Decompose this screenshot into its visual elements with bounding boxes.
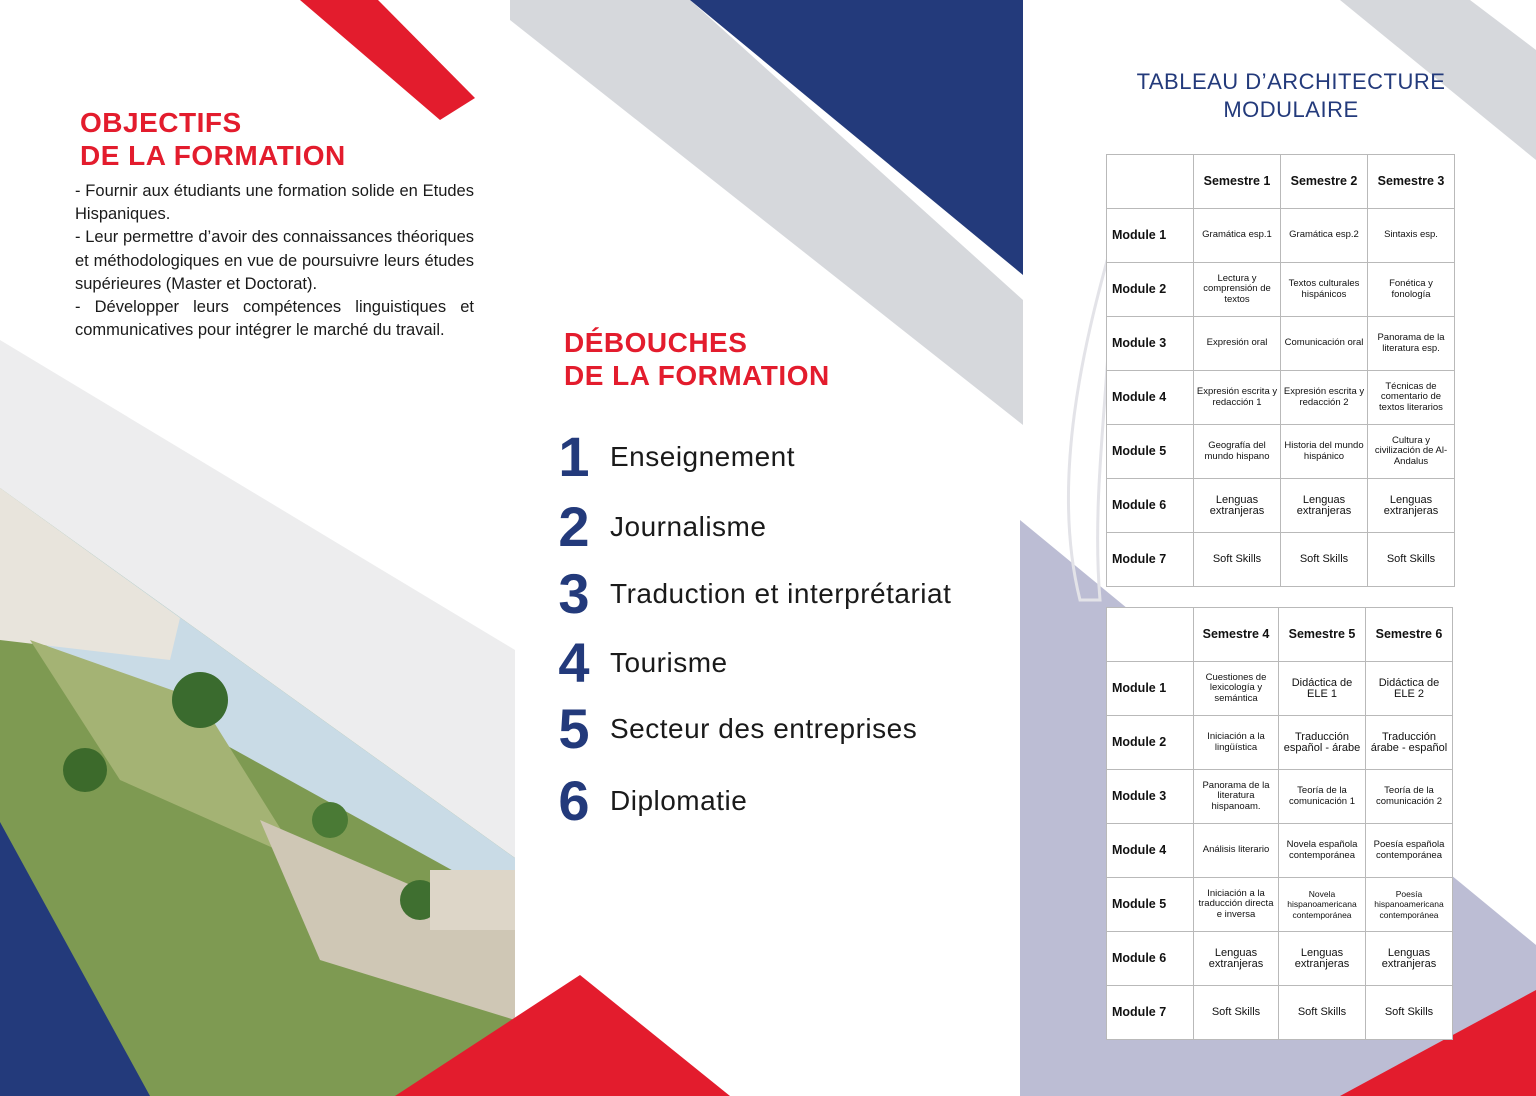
table-cell: Poesía española contemporánea [1366, 824, 1453, 878]
table-row [1107, 716, 1453, 770]
table-row [1107, 824, 1453, 878]
debouche-number: 3 [558, 562, 590, 625]
table-cell: Didáctica de ELE 2 [1366, 662, 1453, 716]
table-cell: Lenguas extranjeras [1368, 479, 1455, 533]
debouche-label: Journalisme [610, 511, 767, 542]
table-cell: Didáctica de ELE 1 [1279, 662, 1366, 716]
table-cell: Soft Skills [1194, 986, 1279, 1040]
table-cell: Lenguas extranjeras [1194, 932, 1279, 986]
table-cell: Cuestiones de lexicología y semántica [1194, 662, 1279, 716]
row-header: Module 6 [1107, 932, 1194, 986]
debouches-title-line1: DÉBOUCHES [564, 327, 748, 358]
debouche-label: Enseignement [610, 441, 796, 472]
table-cell: Iniciación a la lingüística [1194, 716, 1279, 770]
debouche-number: 4 [558, 631, 590, 694]
table-cell: Gramática esp.1 [1194, 209, 1281, 263]
table-cell: Expresión escrita y redacción 2 [1281, 371, 1368, 425]
debouches-title-line2: DE LA FORMATION [564, 360, 830, 391]
objectifs-title-line2: DE LA FORMATION [80, 140, 346, 171]
table-cell: Lenguas extranjeras [1366, 932, 1453, 986]
row-header: Module 5 [1107, 878, 1194, 932]
objectifs-paragraph: - Leur permettre d’avoir des connaissances théoriques et méthodologiques en vue de poursuivre leurs études supérieures (Master et Doctorat). [75, 228, 474, 293]
row-header: Module 3 [1107, 770, 1194, 824]
module-table-semestres-4-6 [1106, 607, 1453, 1040]
row-header: Module 3 [1107, 317, 1194, 371]
table-cell: Soft Skills [1366, 986, 1453, 1040]
table-row [1107, 425, 1455, 479]
table-cell: Soft Skills [1279, 986, 1366, 1040]
table-cell: Geografía del mundo hispano [1194, 425, 1281, 479]
table-row [1107, 371, 1455, 425]
table-cell: Expresión oral [1194, 317, 1281, 371]
tableau-title [1110, 68, 1472, 124]
table-cell: Panorama de la literatura hispanoam. [1194, 770, 1279, 824]
table-cell: Lenguas extranjeras [1279, 932, 1366, 986]
table-cell: Poesía hispanoamericana contemporánea [1366, 878, 1453, 932]
debouche-label: Secteur des entreprises [610, 713, 918, 744]
table-cell: Cultura y civilización de Al-Andalus [1368, 425, 1455, 479]
table-row [1107, 986, 1453, 1040]
row-header: Module 2 [1107, 716, 1194, 770]
table-cell: Gramática esp.2 [1281, 209, 1368, 263]
debouche-number: 2 [558, 495, 590, 558]
objectifs-title-line1: OBJECTIFS [80, 107, 242, 138]
row-header: Module 4 [1107, 824, 1194, 878]
table-cell: Lenguas extranjeras [1281, 479, 1368, 533]
table-row [1107, 533, 1455, 587]
debouches-heading [564, 326, 830, 392]
row-header: Module 1 [1107, 662, 1194, 716]
debouche-number: 6 [558, 769, 590, 832]
row-header: Module 7 [1107, 986, 1194, 1040]
header-cell: Semestre 6 [1366, 608, 1453, 662]
table-cell: Lectura y comprensión de textos [1194, 263, 1281, 317]
table-cell: Técnicas de comentario de textos literarios [1368, 371, 1455, 425]
header-cell [1107, 155, 1194, 209]
table-cell: Lenguas extranjeras [1194, 479, 1281, 533]
header-cell [1107, 608, 1194, 662]
table-cell: Teoría de la comunicación 1 [1279, 770, 1366, 824]
table-cell: Comunicación oral [1281, 317, 1368, 371]
row-header: Module 1 [1107, 209, 1194, 263]
debouche-number: 5 [558, 697, 590, 760]
table-row [1107, 932, 1453, 986]
quill-watermark [1068, 250, 1110, 600]
tableau-title-line2: MODULAIRE [1223, 97, 1359, 122]
header-cell: Semestre 1 [1194, 155, 1281, 209]
objectifs-heading [80, 106, 346, 172]
table-row [1107, 209, 1455, 263]
objectifs-paragraph: - Fournir aux étudiants une formation solide en Etudes Hispaniques. [75, 182, 474, 224]
table-cell: Textos culturales hispánicos [1281, 263, 1368, 317]
table-row [1107, 263, 1455, 317]
table-cell: Teoría de la comunicación 2 [1366, 770, 1453, 824]
table-cell: Expresión escrita y redacción 1 [1194, 371, 1281, 425]
debouche-number: 1 [558, 425, 590, 488]
table-row [1107, 317, 1455, 371]
header-cell: Semestre 5 [1279, 608, 1366, 662]
row-header: Module 2 [1107, 263, 1194, 317]
header-cell: Semestre 4 [1194, 608, 1279, 662]
row-header: Module 6 [1107, 479, 1194, 533]
module-table-semestres-1-3 [1106, 154, 1455, 587]
debouche-label: Diplomatie [610, 785, 748, 816]
table-header-row [1107, 155, 1455, 209]
table-cell: Historia del mundo hispánico [1281, 425, 1368, 479]
table-cell: Sintaxis esp. [1368, 209, 1455, 263]
table-cell: Soft Skills [1194, 533, 1281, 587]
objectifs-paragraph: - Développer leurs compétences linguistiques et communicatives pour intégrer le marché du travail. [75, 298, 474, 340]
table-row [1107, 878, 1453, 932]
table-cell: Novela hispanoamericana contemporánea [1279, 878, 1366, 932]
table-cell: Panorama de la literatura esp. [1368, 317, 1455, 371]
table-cell: Traducción árabe - español [1366, 716, 1453, 770]
objectifs-text [75, 180, 474, 342]
table-cell: Novela española contemporánea [1279, 824, 1366, 878]
row-header: Module 4 [1107, 371, 1194, 425]
table-cell: Iniciación a la traducción directa e inversa [1194, 878, 1279, 932]
table-row [1107, 479, 1455, 533]
table-cell: Fonética y fonología [1368, 263, 1455, 317]
row-header: Module 7 [1107, 533, 1194, 587]
table-cell: Soft Skills [1368, 533, 1455, 587]
table-cell: Análisis literario [1194, 824, 1279, 878]
debouche-label: Traduction et interprétariat [610, 578, 952, 609]
table-cell: Soft Skills [1281, 533, 1368, 587]
table-row [1107, 662, 1453, 716]
tableau-title-line1: TABLEAU D’ARCHITECTURE [1136, 69, 1446, 94]
header-cell: Semestre 2 [1281, 155, 1368, 209]
table-header-row [1107, 608, 1453, 662]
row-header: Module 5 [1107, 425, 1194, 479]
red-stripe-top-left [300, 0, 475, 120]
table-cell: Traducción español - árabe [1279, 716, 1366, 770]
table-row [1107, 770, 1453, 824]
debouche-label: Tourisme [610, 647, 728, 678]
header-cell: Semestre 3 [1368, 155, 1455, 209]
